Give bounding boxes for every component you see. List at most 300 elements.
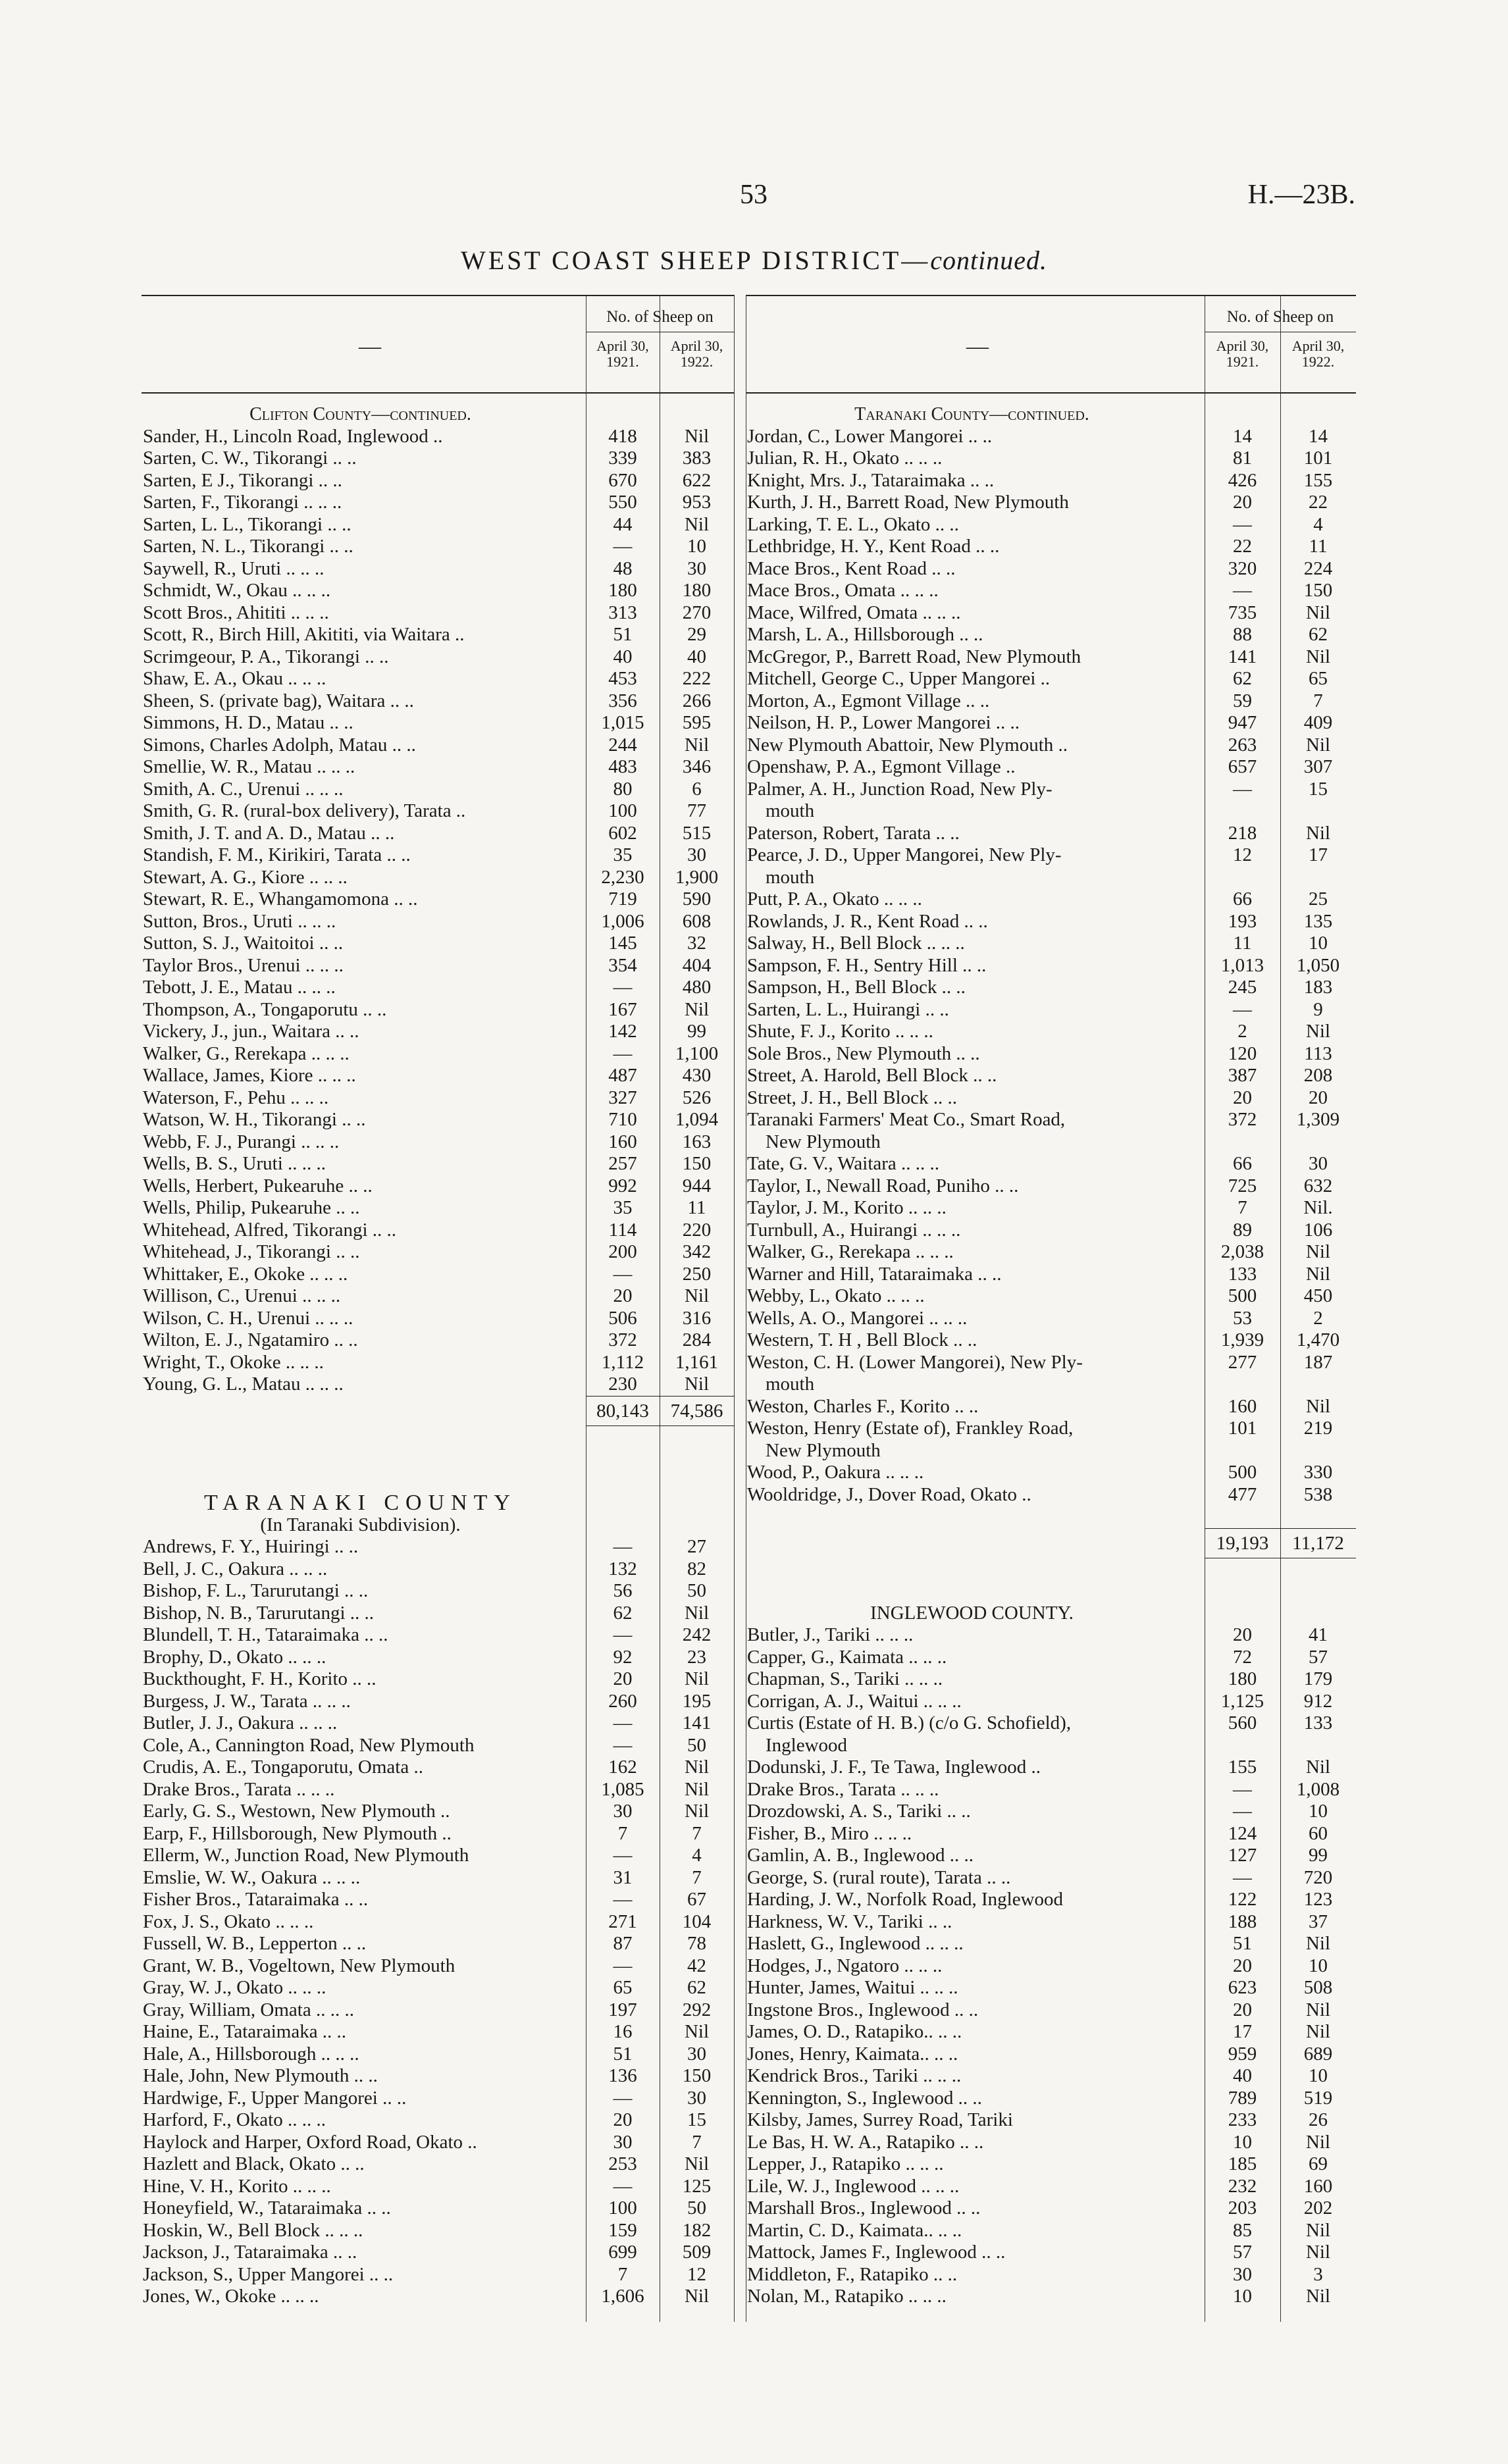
table-row: [746, 2197, 1356, 2220]
value-1922: 67: [687, 1889, 706, 1910]
table-row: [746, 558, 1356, 580]
table-row: [142, 1691, 734, 1713]
value-1922: 180: [682, 580, 712, 601]
page-number: 53: [740, 180, 767, 210]
value-1922: Nil: [684, 734, 710, 756]
table-row: [746, 1440, 1356, 1462]
table-row: [142, 2065, 734, 2088]
value-1921: 506: [608, 1307, 637, 1329]
value-1921: 320: [1228, 557, 1257, 579]
table-row: [142, 2286, 734, 2308]
value-1922: 508: [1303, 1977, 1333, 1998]
row-name: Street, J. H., Bell Block .. ..: [747, 1087, 957, 1108]
table-row: [142, 2109, 734, 2132]
value-1921: 51: [1233, 1933, 1252, 1954]
value-1922: 195: [682, 1690, 712, 1712]
value-1922: 590: [682, 888, 712, 910]
value-1921: 185: [1228, 2153, 1257, 2174]
value-1922: 133: [1303, 1712, 1333, 1733]
row-name: New Plymouth: [766, 1439, 881, 1461]
row-name: Rowlands, J. R., Kent Road .. ..: [747, 910, 988, 932]
row-name: Wells, Philip, Pukearuhe .. ..: [143, 1197, 360, 1218]
value-1922: 6: [692, 778, 702, 800]
row-name: Turnbull, A., Huirangi .. .. ..: [747, 1219, 961, 1241]
value-1921: —: [613, 1624, 633, 1645]
value-1921: 1,125: [1220, 1690, 1264, 1712]
value-1922: 270: [682, 602, 712, 623]
row-name: Hardwige, F., Upper Mangorei .. ..: [143, 2087, 407, 2109]
value-1921: —: [613, 2087, 633, 2109]
value-1922: 42: [687, 1955, 706, 1976]
table-row: [746, 2153, 1356, 2176]
two-column-table: [142, 295, 1356, 2322]
table-row: [746, 448, 1356, 470]
row-name: Weston, Henry (Estate of), Frankley Road,: [747, 1418, 1074, 1439]
table-row: [142, 1264, 734, 1286]
table-row: [142, 1933, 734, 1955]
table-row: [746, 1131, 1356, 1154]
row-name: Warner and Hill, Tataraimaka .. ..: [747, 1263, 1002, 1285]
value-1921: 53: [1233, 1307, 1252, 1329]
row-name: Martin, C. D., Kaimata.. .. ..: [747, 2219, 962, 2241]
table-row: [142, 1197, 734, 1219]
value-1921: —: [613, 536, 633, 557]
value-1921: —: [613, 2175, 633, 2197]
value-1922: 179: [1303, 1668, 1333, 1689]
value-1921: 81: [1233, 448, 1252, 469]
row-name: George, S. (rural route), Tarata .. ..: [747, 1866, 1011, 1888]
value-1921: 313: [608, 602, 637, 623]
table-row: [142, 823, 734, 845]
value-1921: 162: [608, 1757, 637, 1778]
value-1921: —: [613, 1845, 633, 1866]
value-1922: Nil: [1305, 1263, 1331, 1285]
page-title: [0, 245, 1508, 276]
value-1922: 40: [687, 646, 706, 667]
table-row: [142, 1911, 734, 1934]
value-1921: 500: [1228, 1462, 1257, 1483]
row-name: Haylock and Harper, Oxford Road, Okato ..: [143, 2131, 477, 2153]
value-1921: 19,193: [1216, 1532, 1269, 1554]
value-1921: 602: [608, 822, 637, 844]
table-row: [142, 1065, 734, 1087]
table-row: [142, 1448, 734, 1470]
row-name: Whitehead, Alfred, Tikorangi .. ..: [143, 1219, 397, 1241]
table-row: [142, 1712, 734, 1735]
value-1922: Nil.: [1303, 1197, 1333, 1218]
value-1921: 354: [608, 954, 637, 976]
row-name: Ellerm, W., Junction Road, New Plymouth: [143, 1845, 469, 1866]
row-name: Sarten, L. L., Tikorangi .. ..: [143, 513, 351, 535]
row-name: Fussell, W. B., Lepperton .. ..: [143, 1933, 367, 1954]
table-row: [746, 1558, 1356, 1581]
table-row: [746, 1823, 1356, 1845]
value-1921: 124: [1228, 1822, 1257, 1844]
table-row: [142, 2153, 734, 2176]
value-1922: 222: [682, 668, 712, 689]
row-name: Fox, J. S., Okato .. .. ..: [143, 1911, 314, 1932]
value-1921: 16: [613, 2021, 633, 2042]
value-1922: Nil: [684, 1757, 710, 1778]
value-1922: Nil: [1305, 646, 1331, 667]
value-1922: 150: [682, 1153, 712, 1174]
table-row: [142, 2088, 734, 2110]
value-1922: 106: [1303, 1219, 1333, 1241]
value-1921: 2: [1237, 1021, 1247, 1042]
table-row: [746, 1735, 1356, 1757]
row-name: Butler, J., Tariki .. .. ..: [747, 1624, 914, 1645]
table-row: [142, 2176, 734, 2198]
row-name: Watson, W. H., Tikorangi .. ..: [143, 1109, 366, 1130]
table-row: [746, 1373, 1356, 1396]
value-1921: 159: [608, 2219, 637, 2241]
value-1921: 35: [613, 1197, 633, 1218]
value-1921: 253: [608, 2153, 637, 2174]
row-name: Smith, J. T. and A. D., Matau .. ..: [143, 822, 395, 844]
value-1922: 10: [1309, 1955, 1328, 1976]
name-column-header: —: [359, 334, 381, 359]
value-1922: 266: [682, 690, 712, 711]
row-name: Paterson, Robert, Tarata .. ..: [747, 822, 960, 844]
row-name: Tate, G. V., Waitara .. .. ..: [747, 1153, 940, 1174]
table-row: [746, 1779, 1356, 1801]
value-1922: 10: [1309, 2065, 1328, 2086]
value-1921: 155: [1228, 1757, 1257, 1778]
row-name: Wallace, James, Kiore .. .. ..: [143, 1065, 356, 1086]
name-column-header: —: [966, 334, 989, 359]
row-name: Crudis, A. E., Tongaporutu, Omata ..: [143, 1757, 423, 1778]
row-name: Stewart, A. G., Kiore .. .. ..: [143, 866, 348, 888]
value-1922: 11: [687, 1197, 706, 1218]
table-row: [746, 1712, 1356, 1735]
value-1921: 1,013: [1220, 954, 1264, 976]
row-name: Wooldridge, J., Dover Road, Okato ..: [747, 1483, 1031, 1505]
value-1922: 15: [1309, 778, 1328, 800]
value-1922: 99: [1309, 1845, 1328, 1866]
value-1921: 992: [608, 1175, 637, 1196]
value-1921: 145: [608, 933, 637, 954]
value-1922: 1,470: [1296, 1329, 1340, 1350]
value-1921: 271: [608, 1911, 637, 1932]
row-name: Thompson, A., Tongaporutu .. ..: [143, 998, 387, 1020]
value-1921: 477: [1228, 1483, 1257, 1505]
value-1922: 10: [1309, 933, 1328, 954]
value-1922: 316: [682, 1307, 712, 1329]
row-name: Whitehead, J., Tikorangi .. ..: [143, 1241, 360, 1262]
table-row: [142, 779, 734, 801]
value-1921: 31: [613, 1866, 633, 1888]
table-row: [142, 1558, 734, 1581]
value-1921: 62: [613, 1602, 633, 1624]
value-1921: 180: [608, 580, 637, 601]
table-row: [142, 800, 734, 823]
value-1922: 284: [682, 1329, 712, 1350]
value-1922: Nil: [1305, 734, 1331, 756]
table-row: [142, 977, 734, 999]
table-row: [746, 2109, 1356, 2132]
value-1921: 959: [1228, 2043, 1257, 2065]
row-name: Wilton, E. J., Ngatamiro .. ..: [143, 1329, 358, 1350]
value-1921: 1,015: [601, 712, 644, 733]
table-row: [746, 1087, 1356, 1110]
table-row: [746, 1109, 1356, 1131]
value-1922: Nil: [1305, 2021, 1331, 2042]
row-name: Mace, Wilfred, Omata .. .. ..: [747, 602, 961, 623]
value-1922: 7: [692, 1866, 702, 1888]
table-row: [142, 1779, 734, 1801]
value-1922: Nil: [684, 513, 710, 535]
row-name: Butler, J. J., Oakura .. .. ..: [143, 1712, 338, 1733]
row-name: Dodunski, J. F., Te Tawa, Inglewood ..: [747, 1757, 1041, 1778]
table-row: [746, 514, 1356, 536]
row-name: Sampson, H., Bell Block .. ..: [747, 977, 966, 998]
row-name: Openshaw, P. A., Egmont Village ..: [747, 756, 1016, 777]
value-1921: 92: [613, 1646, 633, 1668]
row-name: Smith, A. C., Urenui .. .. ..: [143, 778, 344, 800]
value-1922: 720: [1303, 1866, 1333, 1888]
value-1922: 62: [1309, 624, 1328, 645]
value-1922: 1,094: [675, 1109, 719, 1130]
value-1922: 250: [682, 1263, 712, 1285]
row-name: Morton, A., Egmont Village .. ..: [747, 690, 990, 711]
value-1922: 37: [1309, 1911, 1328, 1932]
row-name: Earp, F., Hillsborough, New Plymouth ..: [143, 1822, 452, 1844]
table-row: [746, 1889, 1356, 1911]
row-name: mouth: [766, 1373, 815, 1395]
table-row: [142, 536, 734, 558]
value-1922: 622: [682, 469, 712, 491]
value-1922: 30: [687, 557, 706, 579]
table-row: [746, 2043, 1356, 2066]
table-row: [746, 1933, 1356, 1955]
value-1921: 127: [1228, 1845, 1257, 1866]
value-1922: Nil: [1305, 602, 1331, 623]
value-1922: 383: [682, 448, 712, 469]
value-1922: 27: [687, 1536, 706, 1557]
row-name: Simmons, H. D., Matau .. ..: [143, 712, 353, 733]
value-1921: 623: [1228, 1977, 1257, 1998]
table-row: [746, 1352, 1356, 1374]
row-name: Walker, G., Rerekapa .. .. ..: [143, 1042, 350, 1064]
table-row: [142, 2242, 734, 2264]
value-1921: 122: [1228, 1889, 1257, 1910]
value-1921: 1,085: [601, 1778, 644, 1800]
value-1921: 560: [1228, 1712, 1257, 1733]
value-1921: 1,006: [601, 910, 644, 932]
value-1921: 22: [1233, 536, 1252, 557]
table-row: [746, 470, 1356, 492]
value-1922: 17: [1309, 844, 1328, 865]
row-name: Harkness, W. V., Tariki .. ..: [747, 1911, 952, 1932]
value-1922: 689: [1303, 2043, 1333, 2065]
value-1922: 50: [687, 1580, 706, 1601]
row-name: Jackson, J., Tataraimaka .. ..: [143, 2242, 357, 2263]
value-1922: Nil: [1305, 1757, 1331, 1778]
value-1921: 100: [608, 800, 637, 821]
value-1922: 3: [1313, 2263, 1323, 2285]
value-1921: 20: [613, 2109, 633, 2130]
value-1922: 1,008: [1296, 1778, 1340, 1800]
row-name: Simons, Charles Adolph, Matau .. ..: [143, 734, 416, 756]
value-1921: 17: [1233, 2021, 1252, 2042]
row-name: Wells, Herbert, Pukearuhe .. ..: [143, 1175, 373, 1196]
table-row: [746, 2132, 1356, 2154]
table-row: [746, 536, 1356, 558]
value-1922: 22: [1309, 492, 1328, 513]
table-row: [746, 2242, 1356, 2264]
row-name: Early, G. S., Westown, New Plymouth ..: [143, 1801, 450, 1822]
section-heading: [746, 1603, 1356, 1625]
total-row: [142, 1396, 734, 1426]
value-1921: 10: [1233, 2286, 1252, 2307]
table-row: [142, 2043, 734, 2066]
value-1922: 515: [682, 822, 712, 844]
value-1921: 87: [613, 1933, 633, 1954]
table-row: [746, 999, 1356, 1021]
value-1922: Nil: [684, 2153, 710, 2174]
table-row: [746, 1264, 1356, 1286]
row-name: Blundell, T. H., Tataraimaka .. ..: [143, 1624, 388, 1645]
value-1922: 26: [1309, 2109, 1328, 2130]
table-row: [142, 999, 734, 1021]
value-1921: 232: [1228, 2175, 1257, 2197]
value-1922: Nil: [684, 2286, 710, 2307]
row-name: Sampson, F. H., Sentry Hill .. ..: [747, 954, 987, 976]
row-name: Marsh, L. A., Hillsborough .. ..: [747, 624, 983, 645]
row-name: Shaw, E. A., Okau .. .. ..: [143, 668, 326, 689]
value-1922: 23: [687, 1646, 706, 1668]
value-1922: 1,309: [1296, 1109, 1340, 1130]
title-main: WEST COAST SHEEP DISTRICT—: [460, 245, 931, 275]
row-name: Haine, E., Tataraimaka .. ..: [143, 2021, 347, 2042]
row-name: Cole, A., Cannington Road, New Plymouth: [143, 1734, 475, 1756]
value-1922: 519: [1303, 2087, 1333, 2109]
row-name: Walker, G., Rerekapa .. .. ..: [747, 1241, 954, 1262]
table-row: [746, 2286, 1356, 2308]
value-1921: 20: [1233, 492, 1252, 513]
value-1922: 183: [1303, 977, 1333, 998]
row-name: Hodges, J., Ngatoro .. .. ..: [747, 1955, 943, 1976]
value-1921: —: [613, 1734, 633, 1756]
value-1922: 41: [1309, 1624, 1328, 1645]
value-1921: 487: [608, 1065, 637, 1086]
row-name: mouth: [766, 800, 815, 821]
value-1921: 218: [1228, 822, 1257, 844]
row-name: Fisher Bros., Tataraimaka .. ..: [143, 1889, 369, 1910]
row-name: Jordan, C., Lower Mangorei .. ..: [747, 425, 993, 447]
table-row: [746, 933, 1356, 955]
value-1922: 509: [682, 2242, 712, 2263]
value-1921: 57: [1233, 2242, 1252, 2263]
row-name: Grant, W. B., Vogeltown, New Plymouth: [143, 1955, 455, 1976]
value-1922: Nil: [1305, 2242, 1331, 2263]
value-1921: 80: [613, 778, 633, 800]
value-1922: 526: [682, 1087, 712, 1108]
value-1921: 197: [608, 1999, 637, 2020]
row-name: Fisher, B., Miro .. .. ..: [747, 1822, 912, 1844]
value-1921: 735: [1228, 602, 1257, 623]
row-name: Clifton County—continued.: [249, 404, 471, 424]
row-name: Waterson, F., Pehu .. .. ..: [143, 1087, 329, 1108]
value-1922: 330: [1303, 1462, 1333, 1483]
value-1921: 114: [608, 1219, 637, 1241]
value-1922: 150: [1303, 580, 1333, 601]
table-row: [142, 1109, 734, 1131]
value-1922: 4: [692, 1845, 702, 1866]
value-1921: 85: [1233, 2219, 1252, 2241]
value-1921: 20: [1233, 1624, 1252, 1645]
value-1921: 947: [1228, 712, 1257, 733]
value-1921: —: [613, 1955, 633, 1976]
value-1921: 160: [1228, 1395, 1257, 1417]
row-name: TARANAKI COUNTY: [204, 1491, 517, 1515]
value-1922: Nil: [684, 998, 710, 1020]
table-row: [142, 734, 734, 757]
value-1922: Nil: [1305, 2219, 1331, 2241]
table-row: [142, 470, 734, 492]
table-row: [746, 1065, 1356, 1087]
table-row: [142, 888, 734, 911]
row-name: New Plymouth: [766, 1131, 881, 1152]
table-row: [142, 1470, 734, 1493]
value-1922: 608: [682, 910, 712, 932]
value-1922: 30: [1309, 1153, 1328, 1174]
table-row: [142, 1801, 734, 1823]
table-row: [142, 1153, 734, 1175]
table-row: [142, 1823, 734, 1845]
value-1922: 32: [687, 933, 706, 954]
row-name: Salway, H., Bell Block .. .. ..: [747, 933, 965, 954]
row-name: Hoskin, W., Bell Block .. .. ..: [143, 2219, 363, 2241]
row-name: Wells, A. O., Mangorei .. .. ..: [747, 1307, 968, 1329]
table-row: [746, 2176, 1356, 2198]
value-1922: 404: [682, 954, 712, 976]
value-1922: 9: [1313, 998, 1323, 1020]
row-name: Harding, J. W., Norfolk Road, Inglewood: [747, 1889, 1064, 1910]
table-row: [746, 1175, 1356, 1198]
row-name: Palmer, A. H., Junction Road, New Ply-: [747, 778, 1053, 800]
value-1921: 14: [1233, 425, 1252, 447]
row-name: Larking, T. E. L., Okato .. ..: [747, 513, 959, 535]
value-1922: 14: [1309, 425, 1328, 447]
value-1922: 242: [682, 1624, 712, 1645]
value-1921: 670: [608, 469, 637, 491]
row-name: Standish, F. M., Kirikiri, Tarata .. ..: [143, 844, 411, 865]
value-1921: 188: [1228, 1911, 1257, 1932]
value-1922: Nil: [1305, 2131, 1331, 2153]
value-1922: 50: [687, 1734, 706, 1756]
value-1921: 20: [1233, 1087, 1252, 1108]
table-row: [746, 1580, 1356, 1603]
table-row: [142, 1352, 734, 1374]
value-1922: 912: [1303, 1690, 1333, 1712]
table-row: [746, 734, 1356, 757]
row-name: Smith, G. R. (rural-box delivery), Tarata ..: [143, 800, 466, 821]
table-row: [746, 844, 1356, 867]
left-rows: [142, 403, 734, 2308]
row-name: Burgess, J. W., Tarata .. .. ..: [143, 1690, 351, 1712]
value-1922: Nil: [1305, 822, 1331, 844]
value-1921: 66: [1233, 1153, 1252, 1174]
table-row: [142, 448, 734, 470]
table-row: [142, 1955, 734, 1978]
table-row: [142, 844, 734, 867]
row-name: Andrews, F. Y., Huiringi .. ..: [143, 1536, 359, 1557]
table-row: [746, 955, 1356, 977]
value-1921: 500: [1228, 1285, 1257, 1306]
value-1921: —: [1233, 998, 1252, 1020]
value-1922: 29: [687, 624, 706, 645]
